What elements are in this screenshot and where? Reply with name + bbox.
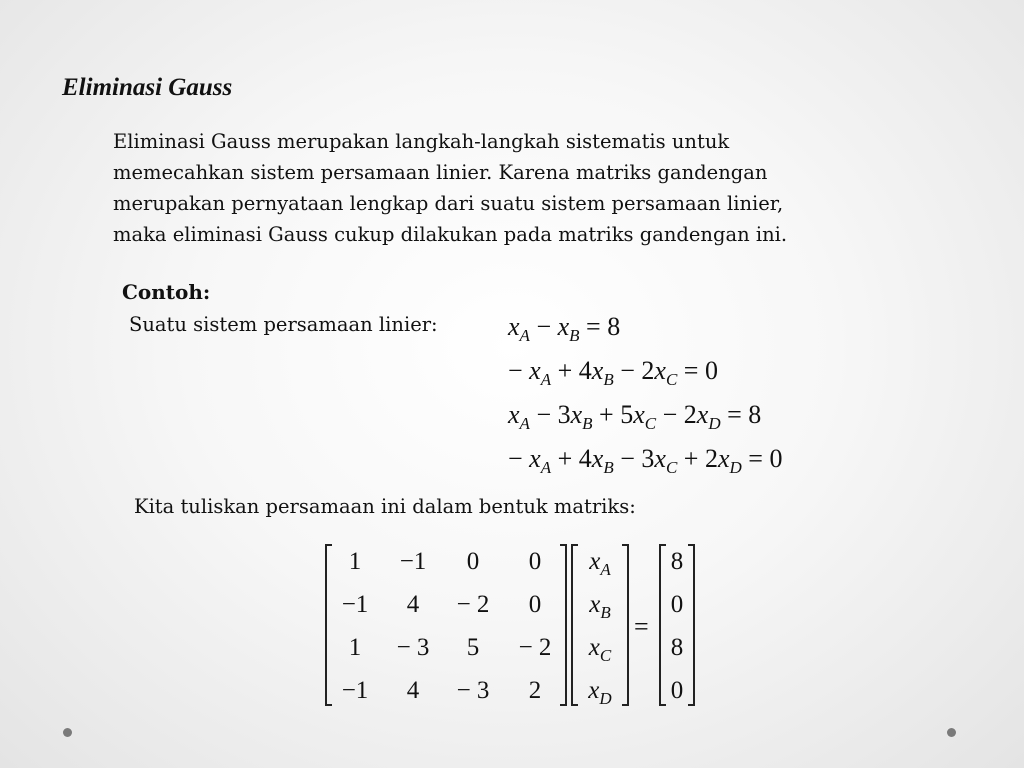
- paragraph-line: merupakan pernyataan lengkap dari suatu sistem persamaan linier,: [113, 192, 784, 215]
- equation-3: $x_A - 3x_B + 5x_C - 2x_D = 8$: [508, 400, 762, 433]
- matrix-cell: −1: [399, 548, 427, 575]
- vector-cell: $x_D$: [588, 677, 612, 708]
- intro-paragraph: [113, 126, 933, 250]
- matrix-cell: 0: [528, 548, 542, 575]
- paragraph-line: Eliminasi Gauss merupakan langkah-langkah sistematis untuk: [113, 130, 730, 153]
- matrix-cell: 0: [528, 591, 542, 618]
- vector-cell: 8: [670, 548, 684, 575]
- variable-vector: [571, 544, 629, 706]
- slide-title: Eliminasi Gauss: [62, 74, 233, 101]
- matrix-cell: 0: [466, 548, 480, 575]
- equation-1: $x_A - x_B = 8$: [508, 312, 621, 345]
- paragraph-line: maka eliminasi Gauss cukup dilakukan pada matriks gandengan ini.: [113, 223, 788, 246]
- vector-cell: 0: [670, 591, 684, 618]
- coefficient-matrix: [325, 544, 567, 706]
- vector-cell: $x_B$: [589, 591, 611, 622]
- matrix-cell: 1: [348, 548, 362, 575]
- matrix-cell: − 2: [456, 591, 490, 618]
- matrix-cell: 1: [348, 634, 362, 661]
- matrix-cell: −1: [341, 591, 369, 618]
- matrix-cell: −1: [341, 677, 369, 704]
- vector-cell: $x_C$: [588, 634, 612, 665]
- paragraph-line: memecahkan sistem persamaan linier. Karena matriks gandengan: [113, 161, 768, 184]
- vector-cell: 0: [670, 677, 684, 704]
- matrix-cell: 4: [406, 677, 420, 704]
- matrix-cell: − 3: [456, 677, 490, 704]
- matrix-cell: 2: [528, 677, 542, 704]
- matrix-cell: − 3: [396, 634, 430, 661]
- vector-cell: 8: [670, 634, 684, 661]
- decorative-dot-left: [63, 728, 72, 737]
- matrix-caption: Kita tuliskan persamaan ini dalam bentuk matriks:: [134, 495, 636, 518]
- equation-4: − $x_A + 4x_B - 3x_C + 2x_D = 0$: [508, 444, 783, 477]
- example-heading: Contoh:: [122, 280, 211, 304]
- system-label: Suatu sistem persamaan linier:: [129, 313, 438, 336]
- matrix-cell: − 2: [518, 634, 552, 661]
- rhs-vector: [659, 544, 695, 706]
- equals-sign: =: [634, 612, 649, 641]
- decorative-dot-right: [947, 728, 956, 737]
- matrix-cell: 5: [466, 634, 480, 661]
- matrix-cell: 4: [406, 591, 420, 618]
- equation-2: − $x_A + 4x_B - 2x_C = 0$: [508, 356, 718, 389]
- vector-cell: $x_A$: [589, 548, 611, 579]
